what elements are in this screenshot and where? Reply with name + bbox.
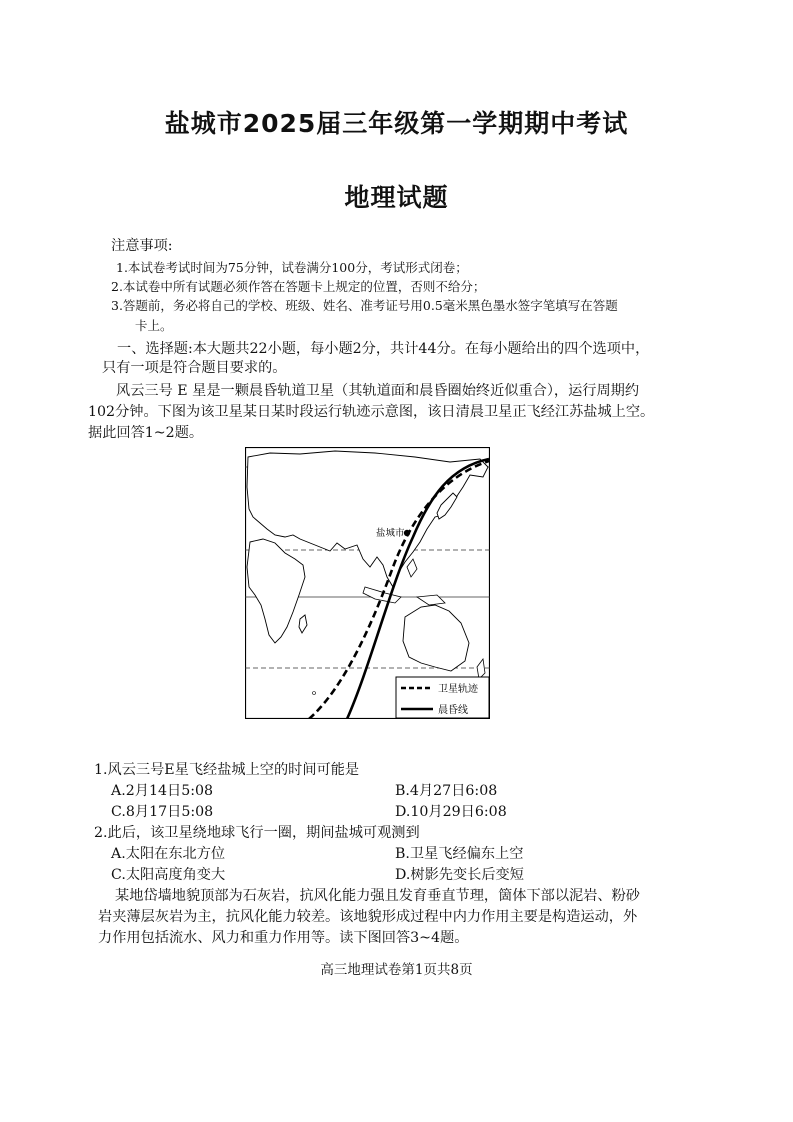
question-stem: 1.风云三号E星飞经盐城上空的时间可能是 — [94, 762, 360, 778]
material-text: 某地岱墙地貌顶部为石灰岩，抗风化能力强且发育垂直节理，箇体下部以泥岩、粉砂 — [115, 888, 640, 904]
notice-item: 2.本试卷中所有试题必须作答在答题卡上规定的位置，否则不给分； — [111, 279, 486, 294]
subject-title: 地理试题 — [344, 183, 449, 212]
material-text: 据此回答1~2题。 — [88, 425, 204, 441]
notice-item: 卡上。 — [135, 318, 173, 333]
legend-label: 晨昏线 — [438, 705, 468, 716]
city-label: 盐城市 — [376, 528, 405, 539]
option: A.太阳在东北方位 — [111, 846, 226, 862]
option: D.10月29日6:08 — [395, 804, 507, 820]
section-intro: 一、选择题:本大题共22小题，每小题2分，共计44分。在每小题给出的四个选项中， — [117, 341, 650, 357]
notice-item: 3.答题前，务必将自己的学校、班级、姓名、准考证号用0.5毫米黑色墨水签字笔填写在答题 — [111, 298, 618, 313]
notice-item: 1.本试卷考试时间为75分钟，试卷满分100分，考试形式闭卷； — [116, 260, 468, 275]
legend-label: 卫星轨迹 — [438, 684, 478, 695]
option: B.卫星飞经偏东上空 — [395, 846, 524, 862]
option: C.太阳高度角变大 — [111, 867, 226, 883]
option: C.8月17日5:08 — [111, 804, 214, 820]
material-text: 风云三号 E 星是一颗晨昏轨道卫星（其轨道面和晨昏圈始终近似重合），运行周期约 — [116, 383, 640, 399]
option: D.树影先变长后变短 — [395, 867, 524, 883]
satellite-orbit-map — [245, 447, 490, 719]
exam-title: 盐城市2025届三年级第一学期期中考试 — [164, 109, 629, 138]
page-footer: 高三地理试卷第1页共8页 — [320, 962, 473, 978]
material-text: 102分钟。下图为该卫星某日某时段运行轨迹示意图，该日清晨卫星正飞经江苏盐城上空。 — [88, 404, 655, 420]
option: B.4月27日6:08 — [395, 783, 498, 799]
section-intro: 只有一项是符合题目要求的。 — [102, 360, 287, 376]
material-text: 力作用包括流水、风力和重力作用等。读下图回答3~4题。 — [98, 930, 469, 946]
notice-heading: 注意事项: — [111, 238, 173, 254]
option: A.2月14日5:08 — [111, 783, 214, 799]
question-stem: 2.此后，该卫星绕地球飞行一圈，期间盐城可观测到 — [94, 825, 420, 841]
material-text: 岩夹薄层灰岩为主，抗风化能力较差。该地貌形成过程中内力作用主要是构造运动，外 — [98, 909, 638, 925]
